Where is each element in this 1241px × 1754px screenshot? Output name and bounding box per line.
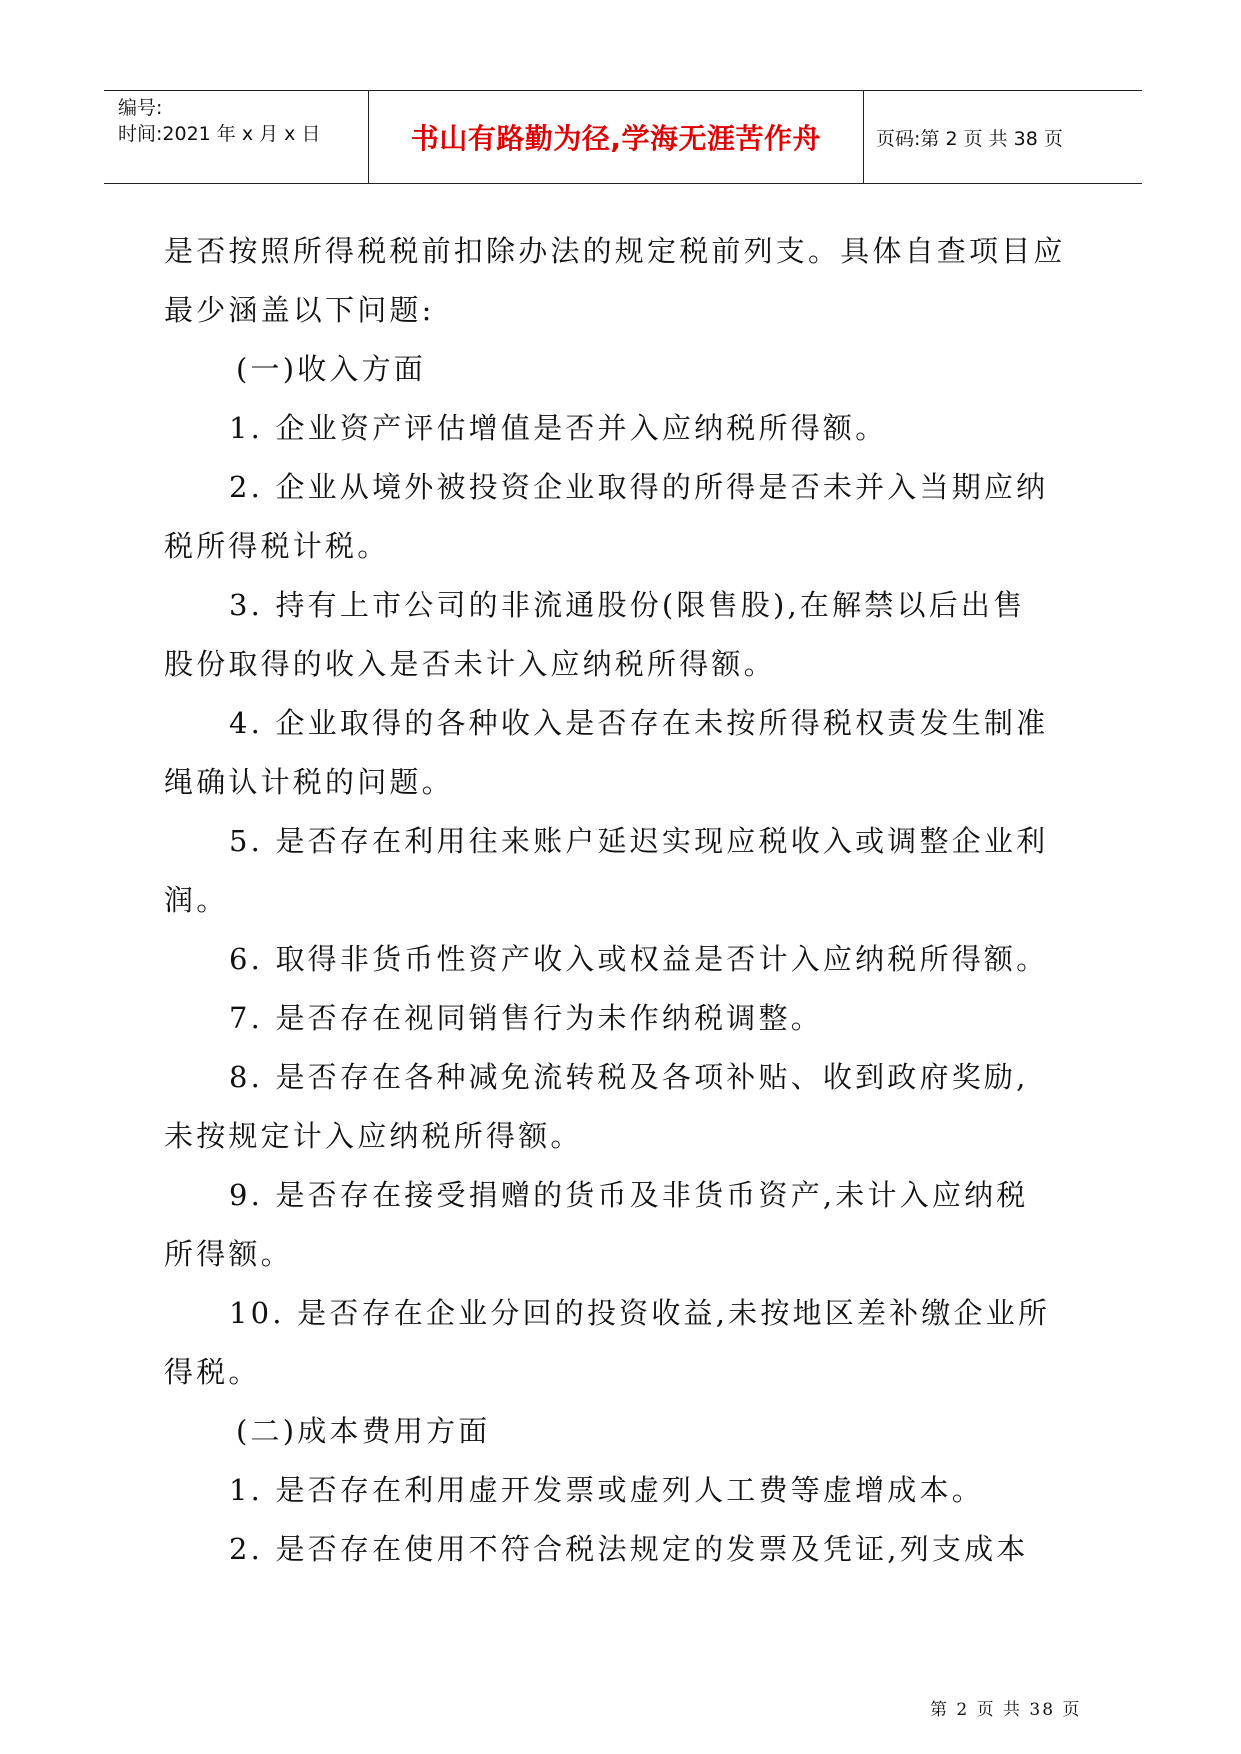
list-item: 2. 是否存在使用不符合税法规定的发票及凭证,列支成本 [229,1532,1029,1566]
list-item: 7. 是否存在视同销售行为未作纳税调整。 [229,1001,823,1035]
list-item-continuation: 未按规定计入应纳税所得额。 [164,1119,583,1153]
header-page-cell [864,91,1142,183]
list-item: 1. 企业资产评估增值是否并入应纳税所得额。 [229,411,888,445]
list-item-continuation: 润。 [164,883,229,917]
body-line: 最少涵盖以下问题: [164,293,435,327]
header-motto-cell [369,91,864,183]
list-item-continuation: 所得额。 [164,1237,293,1271]
page-code: 页码:第 2 页 共 38 页 [876,127,1063,150]
list-item: 3. 持有上市公司的非流通股份(限售股),在解禁以后出售 [229,588,1026,622]
list-item-continuation: 绳确认计税的问题。 [164,765,454,799]
list-item-continuation: 股份取得的收入是否未计入应纳税所得额。 [164,647,776,681]
document-body [164,222,1084,1579]
header-left-cell [104,91,369,183]
page-header [104,90,1142,184]
document-number-label: 编号: [118,97,163,119]
list-item: 2. 企业从境外被投资企业取得的所得是否未并入当期应纳 [229,470,1049,504]
motto-text: 书山有路勤为径,学海无涯苦作舟 [410,122,822,155]
document-time-label: 时间:2021 年 x 月 x 日 [118,123,321,145]
list-item: 10. 是否存在企业分回的投资收益,未按地区差补缴企业所 [229,1296,1051,1330]
section-heading: (二)成本费用方面 [236,1414,491,1448]
page-footer: 第 2 页 共 38 页 [930,1700,1082,1720]
list-item: 9. 是否存在接受捐赠的货币及非货币资产,未计入应纳税 [229,1178,1029,1212]
list-item-continuation: 税所得税计税。 [164,529,390,563]
body-line: 是否按照所得税税前扣除办法的规定税前列支。具体自查项目应 [164,234,1066,268]
list-item: 8. 是否存在各种减免流转税及各项补贴、收到政府奖励, [229,1060,1029,1094]
list-item: 6. 取得非货币性资产收入或权益是否计入应纳税所得额。 [229,942,1049,976]
list-item: 4. 企业取得的各种收入是否存在未按所得税权责发生制准 [229,706,1049,740]
list-item-continuation: 得税。 [164,1355,261,1389]
list-item: 5. 是否存在利用往来账户延迟实现应税收入或调整企业利 [229,824,1049,858]
list-item: 1. 是否存在利用虚开发票或虚列人工费等虚增成本。 [229,1473,984,1507]
section-heading: (一)收入方面 [236,352,427,386]
